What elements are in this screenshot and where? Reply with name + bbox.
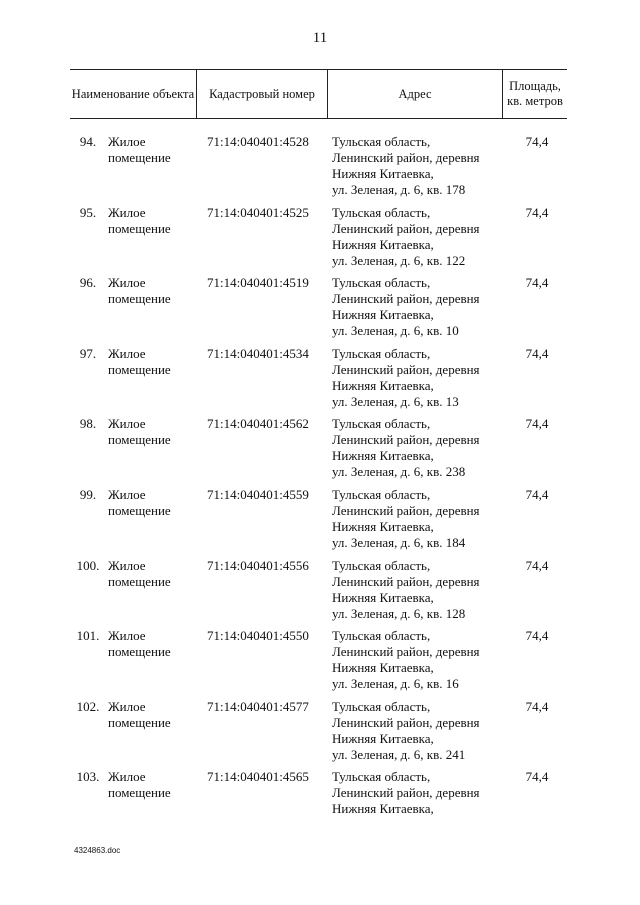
area-value: 74,4 xyxy=(525,416,549,432)
address-line: Нижняя Китаевка, xyxy=(332,730,434,746)
address xyxy=(332,628,512,692)
cadastral-number: 71:14:040401:4577 xyxy=(207,698,309,714)
area-value: 74,4 xyxy=(525,769,549,785)
cadastral-number: 71:14:040401:4525 xyxy=(207,204,309,220)
cadastral-number: 71:14:040401:4519 xyxy=(207,275,309,291)
address-line: Ленинский район, деревня xyxy=(332,573,480,589)
area-value: 74,4 xyxy=(525,487,549,502)
area-value: 74,4 xyxy=(525,345,549,361)
address-line: Нижняя Китаевка, xyxy=(332,589,434,605)
area-value: 74,4 xyxy=(525,557,549,573)
address-line: Нижняя Китаевка, xyxy=(332,448,434,464)
header-cadastral: Кадастровый номер xyxy=(209,86,315,101)
cadastral-number: 71:14:040401:4559 xyxy=(207,487,309,502)
address-line: Ленинский район, деревня xyxy=(332,361,480,377)
address-line: Тульская область, xyxy=(332,628,431,644)
cadastral-number: 71:14:040401:4534 xyxy=(207,345,309,361)
address-line: Тульская область, xyxy=(332,275,431,291)
address-line: Тульская область, xyxy=(332,134,431,149)
cadastral-number: 71:14:040401:4550 xyxy=(207,628,309,644)
address-line: Тульская область, xyxy=(332,487,431,502)
row-number: 101. xyxy=(76,628,100,644)
object-name: Жилое помещение xyxy=(108,275,171,307)
address-line: ул. Зеленая, д. 6, кв. 184 xyxy=(332,535,466,550)
area-value: 74,4 xyxy=(525,134,549,149)
row-number: 98. xyxy=(79,416,97,432)
cadastral-number: 71:14:040401:4528 xyxy=(207,134,309,149)
address xyxy=(332,558,512,622)
address xyxy=(332,487,512,551)
address-line: Ленинский район, деревня xyxy=(332,785,480,801)
address-line: Ленинский район, деревня xyxy=(332,220,480,236)
row-number: 96. xyxy=(79,275,97,291)
object-name: Жилое помещение xyxy=(108,698,171,730)
address-line: Ленинский район, деревня xyxy=(332,714,480,730)
address xyxy=(332,416,512,480)
address-line: ул. Зеленая, д. 6, кв. 122 xyxy=(332,252,466,268)
address-line: Нижняя Китаевка, xyxy=(332,236,434,252)
address-line: Тульская область, xyxy=(332,769,431,785)
address xyxy=(332,134,512,198)
row-number: 95. xyxy=(79,204,97,220)
row-number: 102. xyxy=(76,698,100,714)
cadastral-number: 71:14:040401:4556 xyxy=(207,557,309,573)
object-name: Жилое помещение xyxy=(108,345,171,377)
object-name: Жилое помещение xyxy=(108,416,171,448)
address-line: Ленинский район, деревня xyxy=(332,432,480,448)
row-number: 100. xyxy=(76,557,100,573)
address-line: Тульская область, xyxy=(332,416,431,432)
object-name: Жилое помещение xyxy=(108,204,171,236)
row-number: 103. xyxy=(76,769,100,785)
address-line: ул. Зеленая, д. 6, кв. 128 xyxy=(332,605,466,621)
address-line: ул. Зеленая, д. 6, кв. 13 xyxy=(332,393,459,409)
header-area: Площадь, кв. метров xyxy=(507,79,563,108)
row-number: 99. xyxy=(79,487,97,502)
address-line: Ленинский район, деревня xyxy=(332,503,480,518)
address-line: Нижняя Китаевка, xyxy=(332,660,434,676)
header-address: Адрес xyxy=(398,86,432,101)
row-number: 94. xyxy=(79,134,97,149)
cadastral-number: 71:14:040401:4562 xyxy=(207,416,309,432)
address xyxy=(332,699,512,763)
object-name: Жилое помещение xyxy=(108,134,171,165)
address-line: Нижняя Китаевка, xyxy=(332,307,434,323)
table-header-bottom-rule xyxy=(70,118,567,119)
address xyxy=(332,275,512,339)
page-number: 11 xyxy=(312,30,328,46)
address-line: ул. Зеленая, д. 6, кв. 178 xyxy=(332,182,466,197)
address xyxy=(332,346,512,410)
area-value: 74,4 xyxy=(525,628,549,644)
area-value: 74,4 xyxy=(525,698,549,714)
address-line: ул. Зеленая, д. 6, кв. 238 xyxy=(332,464,466,480)
address-line: Ленинский район, деревня xyxy=(332,150,480,165)
address-line: Тульская область, xyxy=(332,345,431,361)
object-name: Жилое помещение xyxy=(108,487,171,518)
area-value: 74,4 xyxy=(525,204,549,220)
cadastral-number: 71:14:040401:4565 xyxy=(207,769,309,785)
address-line: Нижняя Китаевка, xyxy=(332,377,434,393)
object-name: Жилое помещение xyxy=(108,628,171,660)
address-line: Ленинский район, деревня xyxy=(332,291,480,307)
address-line: Нижняя Китаевка, xyxy=(332,801,434,817)
file-name-footer: 4324863.doc xyxy=(74,846,121,855)
address-line: Нижняя Китаевка, xyxy=(332,519,434,534)
address-line: ул. Зеленая, д. 6, кв. 241 xyxy=(332,746,466,762)
address-line: Тульская область, xyxy=(332,204,431,220)
address-line: Тульская область, xyxy=(332,557,431,573)
header-name: Наименование объекта xyxy=(71,86,195,101)
object-name: Жилое помещение xyxy=(108,769,171,801)
address-line: ул. Зеленая, д. 6, кв. 16 xyxy=(332,676,459,692)
address xyxy=(332,205,512,269)
address-line: Ленинский район, деревня xyxy=(332,644,480,660)
address-line: Нижняя Китаевка, xyxy=(332,166,434,181)
address-line: ул. Зеленая, д. 6, кв. 10 xyxy=(332,323,459,339)
object-name: Жилое помещение xyxy=(108,557,171,589)
area-value: 74,4 xyxy=(525,275,549,291)
address-line: Тульская область, xyxy=(332,698,431,714)
address xyxy=(332,769,512,817)
row-number: 97. xyxy=(79,345,97,361)
